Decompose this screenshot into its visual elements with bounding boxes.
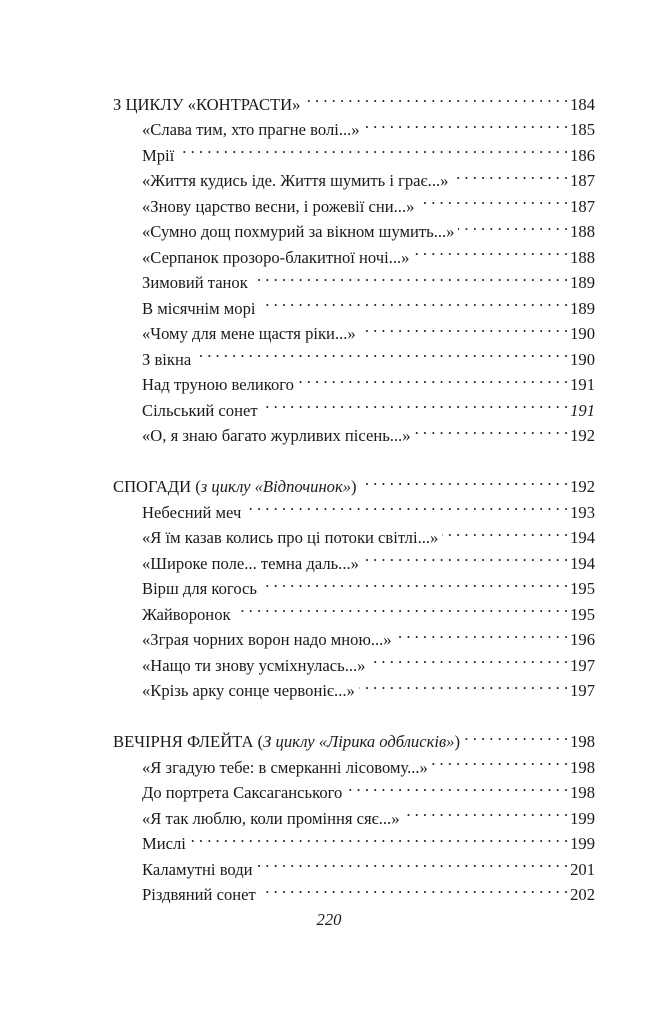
dot-leader <box>464 722 568 748</box>
page-number: 202 <box>570 885 595 904</box>
dot-leader <box>452 161 568 187</box>
page-number: 199 <box>570 834 595 853</box>
dot-leader <box>190 824 568 850</box>
section-title-cycle: з циклу «Відпочинок» <box>200 477 352 496</box>
toc-section <box>113 467 595 700</box>
page-number: 198 <box>570 732 595 751</box>
dot-leader <box>262 390 569 416</box>
entry-title: Небесний меч <box>142 502 242 522</box>
page-number: 190 <box>570 349 595 369</box>
toc-section-heading <box>113 84 595 114</box>
page-number: 189 <box>570 298 595 318</box>
page-number: 195 <box>570 579 595 598</box>
dot-leader <box>261 569 568 595</box>
dot-leader <box>442 518 568 544</box>
section-title-close-paren: ) <box>454 732 460 751</box>
entry-title: «Нащо ти знову усміхнулась...» <box>142 655 366 675</box>
toc-section-heading <box>113 467 595 496</box>
page-number: 194 <box>570 528 595 547</box>
section-title-close-paren: ) <box>351 477 357 496</box>
dot-leader <box>360 314 568 340</box>
page-number: 198 <box>570 783 595 802</box>
entry-title: Каламутні води <box>142 859 253 879</box>
page-number: 199 <box>570 808 595 828</box>
dot-leader <box>257 849 569 875</box>
entry-title: «Сумно дощ похмурий за вікном шумить...» <box>142 222 455 241</box>
toc-section <box>113 84 595 445</box>
page-number: 195 <box>570 604 595 624</box>
entry-title: «Я згадую тебе: в смерканні лісовому...» <box>142 757 428 777</box>
section-title-main: З ЦИКЛУ «КОНТРАСТИ» <box>113 94 301 114</box>
entry-title: «Чому для мене щастя ріки...» <box>142 324 356 343</box>
page-number: 186 <box>570 145 595 165</box>
entry-title: Над труною великого <box>142 375 294 394</box>
entry-title: «Широке поле... темна даль...» <box>142 553 359 573</box>
page-number: 187 <box>570 171 595 190</box>
dot-leader <box>396 620 569 646</box>
entry-title: «Знову царство весни, і рожевії сни...» <box>142 196 415 216</box>
toc-section-heading <box>113 722 595 751</box>
dot-leader <box>195 339 568 365</box>
entry-title: «Зграя чорних ворон надо мною...» <box>142 630 392 649</box>
page-number: 188 <box>570 222 595 241</box>
page-number: 196 <box>570 630 595 649</box>
dot-leader <box>346 773 568 799</box>
entry-title: «Серпанок прозоро-блакитної ночі...» <box>142 247 410 267</box>
dot-leader <box>260 875 568 901</box>
entry-title: Жайворонок <box>142 604 231 624</box>
entry-title: «Я їм казав колись про ці потоки світлі...» <box>142 528 439 547</box>
section-title-open-paren: ( <box>253 732 264 751</box>
section-title-open-paren: ( <box>191 477 201 496</box>
entry-title: Різдвяний сонет <box>142 885 256 904</box>
entry-title: Мрії <box>142 145 175 165</box>
dot-leader <box>364 110 569 136</box>
entry-title: Зимовий танок <box>142 273 248 292</box>
dot-leader <box>458 212 568 238</box>
section-title-cycle: З циклу «Лірика одблисків» <box>263 732 455 751</box>
dot-leader <box>404 798 569 824</box>
dot-leader <box>415 416 569 442</box>
dot-leader <box>245 492 568 518</box>
entry-title: «Слава тим, хто прагне волі...» <box>142 120 360 139</box>
page-number: 191 <box>570 375 595 394</box>
section-title-main: СПОГАДИ <box>113 477 192 496</box>
page-number: 189 <box>570 273 595 292</box>
entry-title: До портрета Саксаганського <box>142 783 343 802</box>
entry-title: «Крізь арку сонце червоніє...» <box>142 681 355 700</box>
section-title-main: ВЕЧІРНЯ ФЛЕЙТА <box>113 732 254 751</box>
dot-leader <box>298 365 568 391</box>
dot-leader <box>361 467 569 493</box>
page-number: 188 <box>570 247 595 267</box>
entry-title: Мислі <box>142 834 186 853</box>
entry-title: «О, я знаю багато журливих пісень...» <box>142 426 411 445</box>
page-number: 194 <box>570 553 595 573</box>
dot-leader <box>178 135 568 161</box>
page-number: 184 <box>570 94 595 114</box>
dot-leader <box>260 288 569 314</box>
page-number: 187 <box>570 196 595 216</box>
page-number: 198 <box>570 757 595 777</box>
dot-leader <box>304 84 568 110</box>
page-number: 193 <box>570 502 595 522</box>
dot-leader <box>418 186 568 212</box>
page-number: 185 <box>570 120 595 139</box>
section-title <box>113 92 300 118</box>
entry-title: З вікна <box>142 349 192 369</box>
entry-title: «Життя кудись іде. Життя шумить і грає...» <box>142 171 449 190</box>
toc-entry <box>113 161 595 190</box>
toc-section <box>113 722 595 904</box>
entry-title: Сільський сонет <box>142 400 258 420</box>
page-number-footer: 220 <box>316 910 342 929</box>
dot-leader <box>252 263 568 289</box>
page-number: 197 <box>570 655 595 675</box>
dot-leader <box>359 671 568 697</box>
entry-title: Вірш для когось <box>142 579 257 598</box>
page-number: 192 <box>570 477 595 496</box>
dot-leader <box>413 237 568 263</box>
page-number: 190 <box>570 324 595 343</box>
dot-leader <box>432 747 568 773</box>
dot-leader <box>363 543 568 569</box>
page-number: 192 <box>570 426 595 445</box>
entry-title: «Я так люблю, коли проміння сяє...» <box>142 808 400 828</box>
dot-leader <box>235 594 569 620</box>
page-number: 191 <box>570 400 595 420</box>
table-of-contents <box>113 84 595 926</box>
dot-leader <box>369 645 568 671</box>
page-number: 197 <box>570 681 595 700</box>
entry-title: В місячнім морі <box>142 298 256 318</box>
toc-entry <box>113 135 595 165</box>
section-title <box>113 729 460 755</box>
page-number: 201 <box>570 859 595 879</box>
